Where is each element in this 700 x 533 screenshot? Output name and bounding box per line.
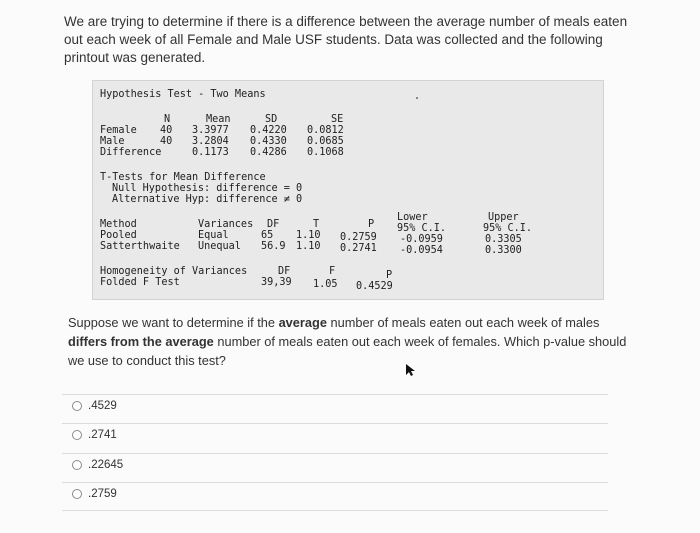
ttest-variances: Unequal — [198, 241, 241, 252]
option-3[interactable] — [72, 459, 123, 471]
ttest-lower: -0.0959 — [400, 234, 443, 245]
homog-df: 39,39 — [261, 277, 292, 288]
ttest-t: 1.10 — [296, 241, 321, 252]
question-part: number of meals eaten out each week of males — [326, 315, 600, 330]
radio-button[interactable] — [72, 489, 82, 499]
row-label: Male — [100, 136, 125, 147]
cell-sd: 0.4220 — [250, 125, 287, 136]
ttest-upper: 0.3300 — [485, 245, 522, 256]
header-df: DF — [267, 219, 280, 230]
ttest-t: 1.10 — [296, 230, 321, 241]
homog-title: Homogeneity of Variances — [100, 266, 248, 277]
option-4[interactable] — [72, 488, 117, 500]
ttest-variances: Equal — [198, 230, 229, 241]
header-mean: Mean — [206, 114, 231, 125]
divider — [62, 423, 608, 424]
homog-f: 1.05 — [313, 279, 338, 290]
header-t: T — [313, 219, 320, 230]
question-bold: differs from the average — [68, 334, 214, 349]
divider — [62, 394, 608, 395]
intro-text: We are trying to determine if there is a difference between the average number of meals eaten out each week of all Female and Male USF students. Data was collected and the following printout was generated. — [64, 14, 628, 65]
ttest-method: Pooled — [100, 230, 137, 241]
ttest-df: 65 — [261, 230, 274, 241]
option-label: .4529 — [88, 400, 117, 412]
ttest-p: 0.2759 — [340, 232, 377, 243]
null-hypothesis: Null Hypothesis: difference = 0 — [112, 183, 303, 194]
header-lower: Lower — [397, 212, 428, 223]
header-upper-ci: 95% C.I. — [483, 223, 533, 234]
row-label: Difference — [100, 147, 162, 158]
question-part: Suppose we want to determine if the — [68, 315, 279, 330]
cell-se: 0.0685 — [307, 136, 344, 147]
header-upper: Upper — [488, 212, 519, 223]
cell-mean: 3.2804 — [192, 136, 229, 147]
cell-mean: 3.3977 — [192, 125, 229, 136]
radio-button[interactable] — [72, 401, 82, 411]
option-label: .22645 — [88, 459, 124, 471]
ttest-p: 0.2741 — [340, 243, 377, 254]
radio-button[interactable] — [72, 460, 82, 470]
homog-header-df: DF — [278, 266, 291, 277]
option-1[interactable] — [72, 400, 117, 412]
option-label: .2759 — [88, 488, 117, 500]
header-variances: Variances — [198, 219, 254, 230]
printout-panel — [92, 80, 604, 300]
ttest-title: T-Tests for Mean Difference — [100, 172, 266, 183]
homog-header-f: F — [329, 266, 336, 277]
option-2[interactable] — [72, 429, 117, 441]
homog-header-p: P — [386, 270, 393, 281]
printout-title: Hypothesis Test - Two Means — [100, 89, 266, 100]
cell-mean: 0.1173 — [192, 147, 229, 158]
option-label: .2741 — [88, 429, 117, 441]
header-lower-ci: 95% C.I. — [397, 223, 447, 234]
question-part: number of meals eaten out each week of females. Which p-value should we use to conduct this test? — [68, 334, 627, 368]
divider — [62, 453, 608, 454]
question-bold: average — [278, 315, 327, 330]
ttest-method: Satterthwaite — [100, 241, 180, 252]
cell-se: 0.0812 — [307, 125, 344, 136]
alternative-hypothesis: Alternative Hyp: difference ≠ 0 — [112, 194, 303, 205]
cell-n: 40 — [160, 136, 173, 147]
ttest-df: 56.9 — [261, 241, 286, 252]
homog-label: Folded F Test — [100, 277, 180, 288]
stray-dot — [416, 97, 418, 99]
mouse-cursor-icon — [404, 363, 416, 377]
cell-n: 40 — [160, 125, 173, 136]
header-sd: SD — [265, 114, 278, 125]
row-label: Female — [100, 125, 137, 136]
divider — [62, 482, 608, 483]
question-text — [68, 313, 628, 370]
header-p: P — [368, 219, 375, 230]
cell-se: 0.1068 — [307, 147, 344, 158]
cell-sd: 0.4330 — [250, 136, 287, 147]
ttest-upper: 0.3305 — [485, 234, 522, 245]
header-se: SE — [331, 114, 344, 125]
homog-p: 0.4529 — [356, 281, 393, 292]
radio-button[interactable] — [72, 430, 82, 440]
ttest-lower: -0.0954 — [400, 245, 443, 256]
cell-sd: 0.4286 — [250, 147, 287, 158]
header-method: Method — [100, 219, 137, 230]
header-n: N — [164, 114, 171, 125]
divider — [62, 510, 608, 511]
